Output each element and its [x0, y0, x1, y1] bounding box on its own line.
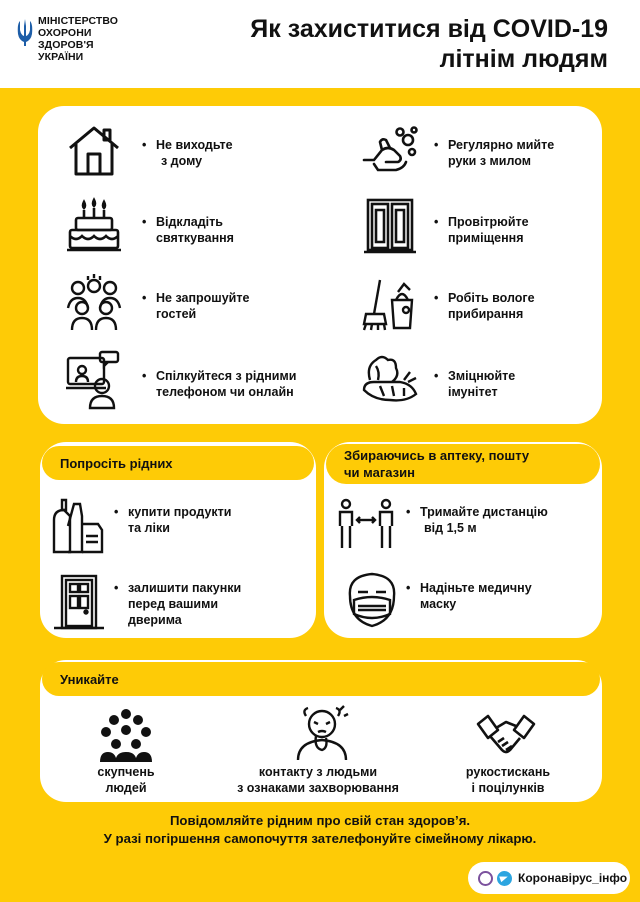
going-out-heading: Збираючись в аптеку, пошту чи магазин — [326, 444, 600, 484]
avoid-crowds: скупчень людей — [97, 765, 155, 795]
footer-note: Повідомляйте рідним про свій стан здоров’я. У разі погіршення самопочуття зателефонуйте сімейному лікарю. — [103, 813, 537, 846]
ministry-name: МІНІСТЕРСТВО ОХОРОНИ ЗДОРОВ'Я УКРАЇНИ — [38, 15, 119, 63]
groceries-icon — [50, 496, 110, 556]
vegetables-icon — [360, 350, 420, 410]
tip-call-relatives: • Спілкуйтеся з рідними телефоном чи онлайн — [142, 369, 297, 399]
tip-postpone-celebrations: • Відкладіть святкування — [142, 215, 234, 245]
door-icon — [50, 572, 110, 632]
cleaning-icon — [360, 274, 420, 334]
header — [0, 0, 640, 88]
handwash-icon — [360, 120, 420, 180]
avoid-sick-contact: контакту з людьми з ознаками захворювання — [237, 765, 399, 795]
channel-badge[interactable] — [468, 862, 630, 894]
video-call-icon — [64, 350, 124, 410]
ask-relatives-heading: Попросіть рідних — [42, 446, 314, 480]
tip-boost-immunity: • Зміцнюйте імунітет — [434, 369, 516, 399]
group-icon — [64, 274, 124, 334]
telegram-icon — [497, 871, 512, 886]
distance-icon — [336, 496, 396, 556]
viber-icon — [478, 871, 493, 886]
wear-mask: • Надіньте медичну маску — [406, 581, 532, 611]
handshake-icon — [476, 704, 536, 764]
window-icon — [360, 196, 420, 256]
ask-leave-packages: • залишити пакунки перед вашими дверима — [114, 581, 242, 627]
going-out-card — [324, 442, 602, 638]
tips-card — [38, 106, 602, 424]
mask-icon — [342, 570, 402, 630]
page-title: Як захиститися від COVID-19 літнім людям — [250, 15, 608, 73]
avoid-heading: Уникайте — [42, 662, 600, 696]
tip-no-guests: • Не запрошуйте гостей — [142, 291, 250, 321]
avoid-handshakes: рукостискань і поцілунків — [465, 765, 551, 795]
cake-icon — [64, 196, 124, 256]
ask-relatives-card — [40, 442, 316, 638]
tip-wash-hands: • Регулярно мийте руки з милом — [434, 138, 555, 168]
tip-wet-cleaning: • Робіть вологе прибирання — [434, 291, 535, 321]
ask-buy-groceries: • купити продукти та ліки — [114, 505, 232, 535]
tip-ventilate: • Провітрюйте приміщення — [434, 215, 529, 245]
keep-distance: • Тримайте дистанцію від 1,5 м — [406, 505, 548, 535]
channel-name: Коронавірус_інфо — [518, 871, 628, 885]
tip-stay-home: • Не виходьте з дому — [142, 138, 233, 168]
trident-icon — [16, 18, 34, 48]
house-icon — [64, 120, 124, 180]
avoid-card — [40, 660, 602, 802]
sick-person-icon — [292, 702, 352, 762]
crowd-icon — [96, 704, 156, 764]
